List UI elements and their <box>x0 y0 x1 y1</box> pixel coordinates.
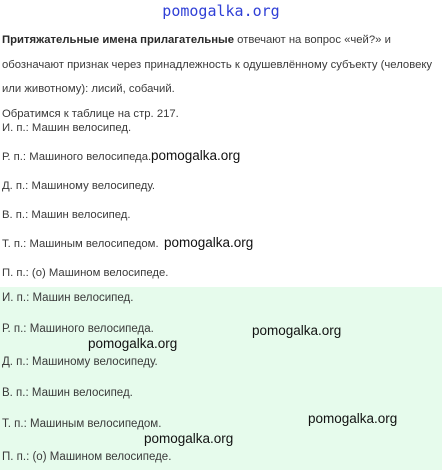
table-line-genitive: Р. п.: Машиного велосипеда. <box>2 151 152 163</box>
intro-reference: Обратимся к таблице на стр. 217. <box>2 107 179 120</box>
site-header <box>0 0 442 24</box>
answer-line-prepositional: П. п.: (о) Машином велосипеде. <box>2 451 172 463</box>
table-line-nominative: И. п.: Машин велосипед. <box>2 122 132 134</box>
watermark: pomogalka.org <box>151 148 241 163</box>
site-name[interactable]: pomogalka.org <box>162 2 280 20</box>
watermark: pomogalka.org <box>88 336 178 351</box>
intro-paragraph <box>2 28 434 126</box>
answer-line-accusative: В. п.: Машин велосипед. <box>2 387 133 399</box>
table-line-dative: Д. п.: Машиному велосипеду. <box>2 180 155 192</box>
intro-bold-term: Притяжательные имена прилагательные <box>2 34 234 46</box>
table-line-prepositional: П. п.: (о) Машином велосипеде. <box>2 267 169 279</box>
answer-line-instrumental: Т. п.: Машиным велосипедом. <box>2 418 162 430</box>
answer-line-nominative: И. п.: Машин велосипед. <box>2 292 134 304</box>
watermark: pomogalka.org <box>252 323 342 338</box>
answer-line-dative: Д. п.: Машиному велосипеду. <box>2 356 158 368</box>
watermark: pomogalka.org <box>164 235 254 250</box>
table-line-accusative: В. п.: Машин велосипед. <box>2 209 131 221</box>
answer-line-genitive: Р. п.: Машиного велосипеда. <box>2 323 154 335</box>
intro-text: отвечают на вопрос «чей?» и обозначают признак через принадлежность к одушевлённому субъекту (человеку или животному): лисий, собачий. <box>2 34 433 95</box>
table-line-instrumental: Т. п.: Машиным велосипедом. <box>2 238 159 250</box>
watermark: pomogalka.org <box>308 411 398 426</box>
watermark: pomogalka.org <box>144 431 234 446</box>
